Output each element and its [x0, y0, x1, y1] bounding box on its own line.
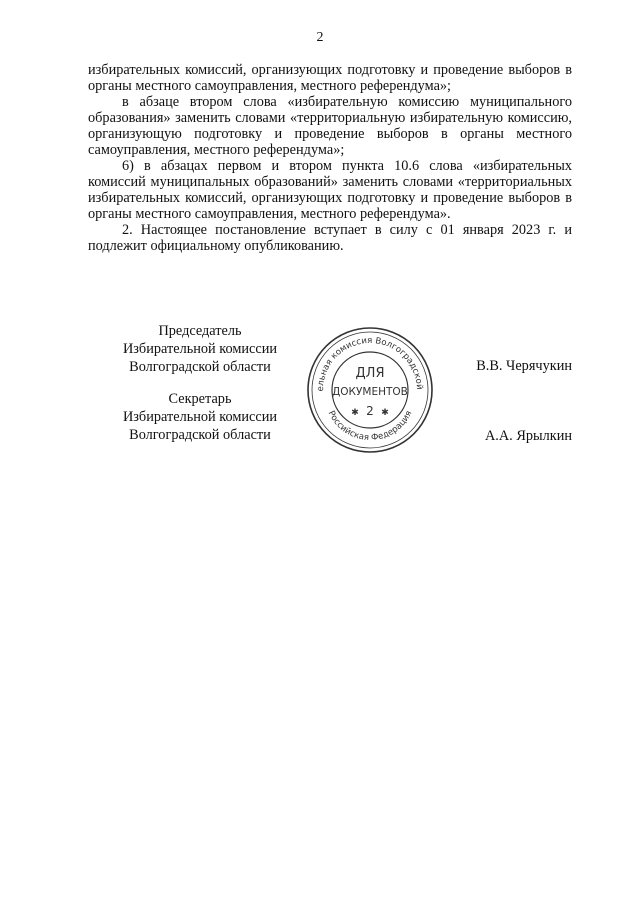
paragraph-effective-date: 2. Настоящее постановление вступает в силу с 01 января 2023 г. и подлежит официальному опубликованию. [88, 222, 572, 254]
star-icon: ✱ [351, 408, 359, 418]
stamp-top-ring-text: ельная комиссия Волгоградской [315, 335, 425, 392]
secretary-title-line: Избирательной комиссии [122, 409, 278, 425]
chairman-title [100, 322, 300, 376]
paragraph-amendment-second: в абзаце втором слова «избирательную комиссию муниципального образования» заменить словами «территориальную избирательную комиссию, организующую подготовку и проведение выборов в органы местного самоуправления, местного референдума»; [88, 94, 572, 158]
secretary-name: А.А. Ярылкин [484, 428, 572, 444]
stamp-bottom-ring-text: Российская Федерация [325, 409, 415, 444]
secretary-title-line: Волгоградской области [129, 427, 271, 443]
official-stamp [305, 325, 435, 455]
stamp-number: 2 [366, 404, 374, 418]
paragraph-continuation: избирательных комиссий, организующих подготовку и проведение выборов в органы местного самоуправления, местного референдума»; [88, 62, 572, 94]
stamp-line-1: ДЛЯ [355, 366, 385, 381]
stamp-line-2: ДОКУМЕНТОВ [332, 386, 408, 398]
chairman-title-line: Избирательной комиссии [122, 341, 278, 357]
star-icon: ✱ [381, 408, 389, 418]
stamp-seal-icon [305, 325, 435, 455]
chairman-title-line: Волгоградской области [129, 359, 271, 375]
page-number: 2 [316, 30, 324, 45]
chairman-name: В.В. Черячукин [476, 358, 572, 374]
svg-text:Избирательная комиссия Волгогр [305, 325, 424, 392]
paragraph-amendment-6: 6) в абзацах первом и втором пункта 10.6 слова «избирательных комиссий муниципальных образований» заменить словами «территориальных избирательных комиссий, организующих подготовку и проведение выборов в органы местного самоуправления, местного референдума». [88, 158, 572, 222]
chairman-title-line: Председатель [158, 323, 242, 339]
document-body [88, 62, 572, 254]
secretary-title [100, 390, 300, 444]
secretary-title-line: Секретарь [168, 391, 232, 407]
